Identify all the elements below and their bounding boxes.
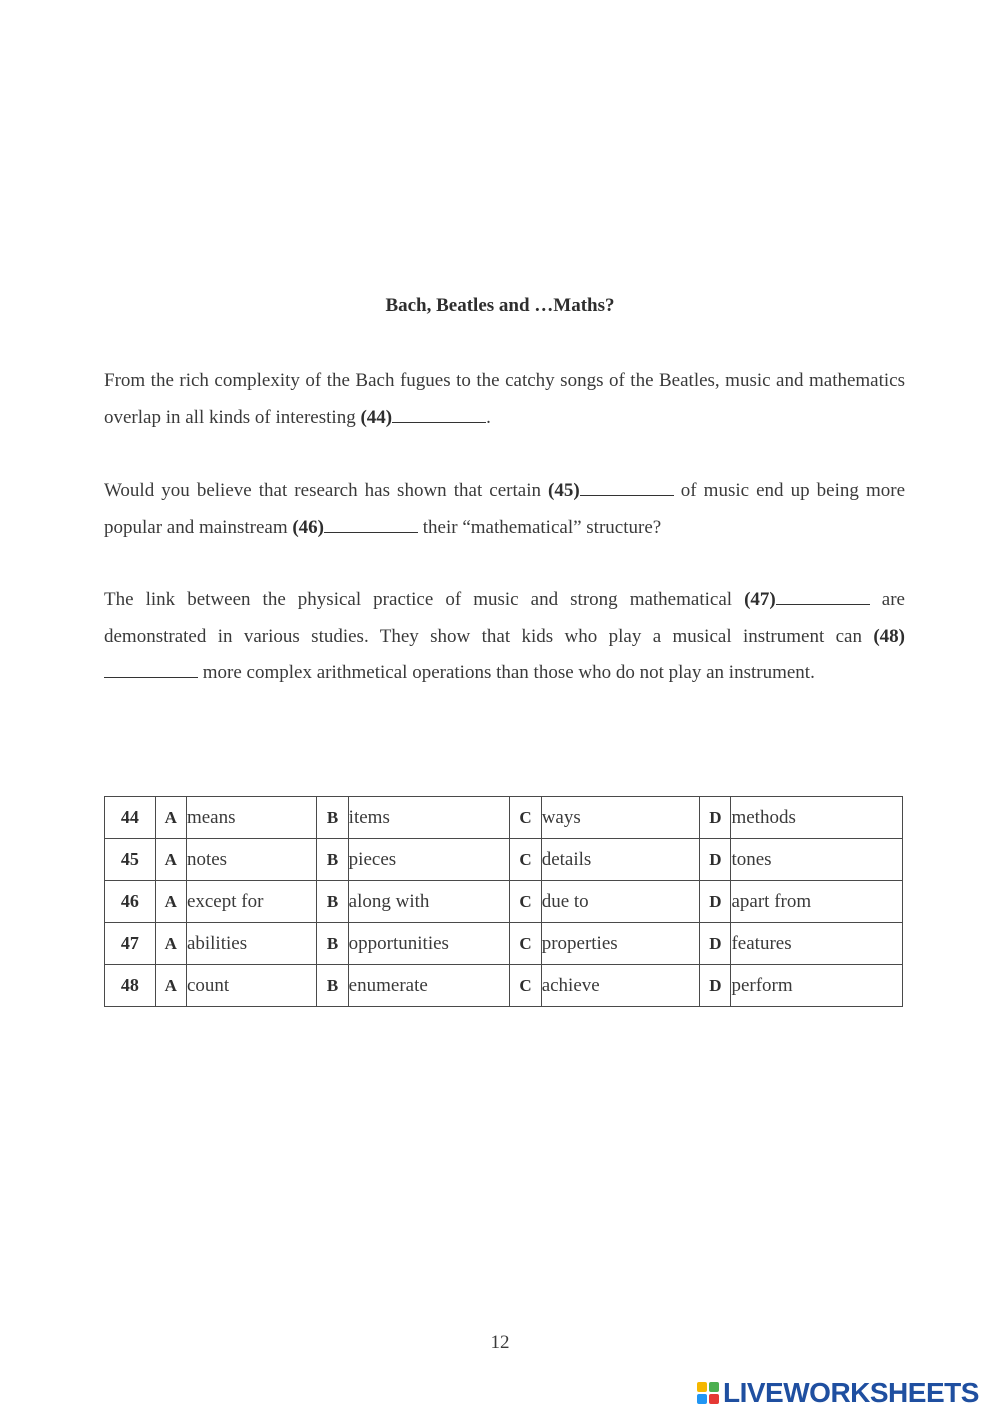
- liveworksheets-logo-text: LIVEWORKSHEETS: [723, 1377, 979, 1408]
- option-letter-d: D: [700, 881, 731, 923]
- option-letter-d: D: [700, 965, 731, 1007]
- gap-44: [392, 421, 486, 423]
- paragraph-3: The link between the physical practice of music and strong mathematical (47) are demonstrated in various studies. They show that kids who play a musical instrument can (48) more complex arithmetical operations than those who do not play an instrument.: [104, 589, 905, 684]
- worksheet-title: Bach, Beatles and …Maths?: [385, 295, 615, 316]
- option-b: along with: [348, 881, 510, 923]
- option-a: notes: [186, 839, 316, 881]
- options-table: [104, 796, 903, 1007]
- option-letter-a: A: [155, 881, 186, 923]
- paragraph-1: From the rich complexity of the Bach fugues to the catchy songs of the Beatles, music and mathematics overlap in all kinds of interesting (44) .: [104, 370, 905, 428]
- option-letter-c: C: [510, 923, 541, 965]
- option-letter-c: C: [510, 839, 541, 881]
- option-a: abilities: [186, 923, 316, 965]
- option-b: pieces: [348, 839, 510, 881]
- option-letter-b: B: [317, 965, 348, 1007]
- option-d: methods: [731, 797, 903, 839]
- option-d: perform: [731, 965, 903, 1007]
- gap-45: [580, 494, 674, 496]
- option-a: except for: [186, 881, 316, 923]
- table-row: [105, 797, 903, 839]
- option-d: apart from: [731, 881, 903, 923]
- option-d: tones: [731, 839, 903, 881]
- liveworksheets-logo: [697, 1379, 979, 1407]
- option-letter-b: B: [317, 881, 348, 923]
- question-number: 47: [105, 923, 156, 965]
- table-row: [105, 839, 903, 881]
- logo-tile: [697, 1394, 707, 1404]
- option-c: ways: [541, 797, 700, 839]
- table-row: [105, 923, 903, 965]
- option-letter-d: D: [700, 923, 731, 965]
- option-c: achieve: [541, 965, 700, 1007]
- option-b: items: [348, 797, 510, 839]
- option-d: features: [731, 923, 903, 965]
- option-letter-d: D: [700, 839, 731, 881]
- logo-tile: [709, 1394, 719, 1404]
- paragraph-2: Would you believe that research has shown that certain (45) of music end up being more popular and mainstream (46) their “mathematical” structure?: [104, 480, 905, 538]
- option-letter-a: A: [155, 839, 186, 881]
- gap-47: [776, 603, 870, 605]
- gap-label-45: (45): [548, 480, 580, 501]
- option-letter-c: C: [510, 881, 541, 923]
- option-a: count: [186, 965, 316, 1007]
- gap-46: [324, 531, 418, 533]
- gap-48: [104, 676, 198, 678]
- option-letter-d: D: [700, 797, 731, 839]
- liveworksheets-logo-icon: [697, 1382, 719, 1404]
- gap-label-44: (44): [360, 406, 393, 428]
- gap-label-48: (48): [873, 625, 905, 647]
- question-number: 44: [105, 797, 156, 839]
- gap-label-47: (47): [744, 589, 776, 610]
- logo-tile: [709, 1382, 719, 1392]
- option-c: details: [541, 839, 700, 881]
- option-letter-c: C: [510, 965, 541, 1007]
- option-b: enumerate: [348, 965, 510, 1007]
- table-row: [105, 965, 903, 1007]
- option-a: means: [186, 797, 316, 839]
- option-letter-b: B: [317, 923, 348, 965]
- option-letter-b: B: [317, 797, 348, 839]
- option-letter-c: C: [510, 797, 541, 839]
- option-c: due to: [541, 881, 700, 923]
- option-b: opportunities: [348, 923, 510, 965]
- option-letter-a: A: [155, 923, 186, 965]
- page-number: 12: [490, 1332, 510, 1353]
- table-row: [105, 881, 903, 923]
- logo-tile: [697, 1382, 707, 1392]
- option-c: properties: [541, 923, 700, 965]
- option-letter-b: B: [317, 839, 348, 881]
- option-letter-a: A: [155, 797, 186, 839]
- question-number: 46: [105, 881, 156, 923]
- option-letter-a: A: [155, 965, 186, 1007]
- question-number: 45: [105, 839, 156, 881]
- gap-label-46: (46): [292, 516, 325, 538]
- question-number: 48: [105, 965, 156, 1007]
